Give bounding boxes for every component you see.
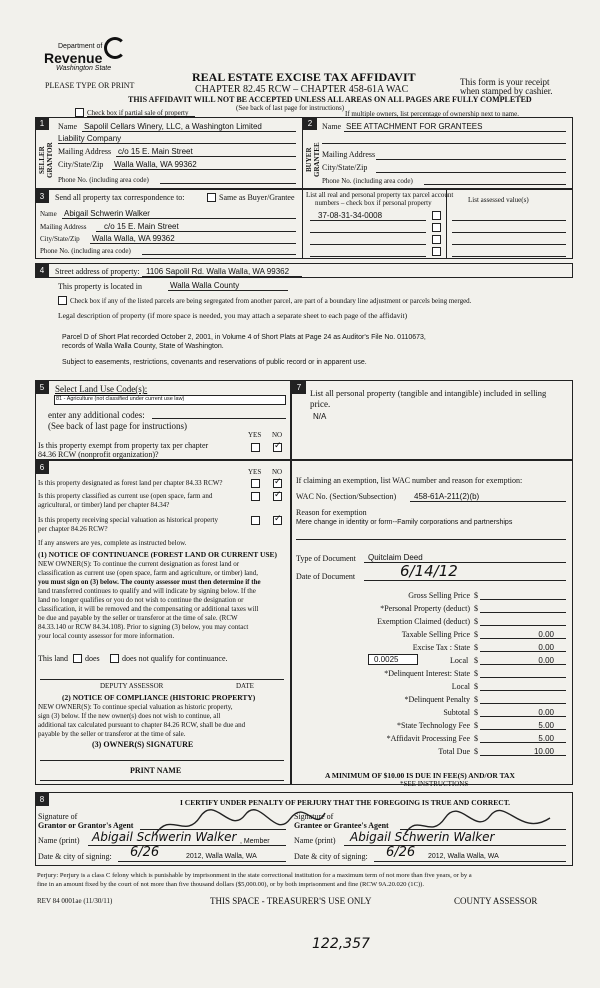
grantor-signature-scribble bbox=[150, 805, 330, 845]
treasurer-note: THIS SPACE - TREASURER'S USE ONLY bbox=[210, 896, 372, 906]
buyer-mailing-label: Mailing Address bbox=[322, 150, 376, 159]
section6-q3b: per chapter 84.26 RCW? bbox=[38, 525, 108, 533]
exemption-claimed-label: Exemption Claimed (deduct) bbox=[377, 617, 470, 626]
minimum-note-2: *SEE INSTRUCTIONS bbox=[400, 780, 469, 788]
receipt-note2: when stamped by cashier. bbox=[460, 86, 553, 96]
seller-phone-label: Phone No. (including area code) bbox=[58, 176, 149, 184]
buyer-side-label: BUYER GRANTEE bbox=[305, 142, 321, 178]
notice2-line4: payable by the seller or transferor at the time of sale. bbox=[38, 730, 186, 738]
grantor-date[interactable]: 6/26 bbox=[130, 845, 160, 860]
delinq-state-label: *Delinquent Interest: State bbox=[384, 669, 470, 678]
form-see-back: (See back of last page for instructions) bbox=[236, 104, 345, 112]
exemption-claimed-dollar: $ bbox=[474, 617, 478, 626]
parcel-1-personal-checkbox[interactable] bbox=[432, 211, 441, 220]
section6-q2b: agricultural, or timber) land per chapter 84.34? bbox=[38, 501, 170, 509]
grantee-signature-scribble bbox=[400, 806, 560, 846]
tech-fee-dollar: $ bbox=[474, 721, 478, 730]
notice1-line5: land no longer qualifies or you do not wish to continue the designation or bbox=[38, 596, 244, 604]
does-not-checkbox[interactable] bbox=[110, 654, 119, 663]
correspondence-mailing-label: Mailing Address bbox=[40, 223, 87, 231]
rev-number: REV 84 0001ae (11/30/11) bbox=[37, 897, 113, 905]
legal-line-3: Subject to easements, restrictions, covenants and reservations of public record or in apparent use. bbox=[62, 359, 367, 366]
grantee-date-label: Date & city of signing: bbox=[294, 852, 368, 861]
section-3-badge: 3 bbox=[35, 190, 49, 203]
section6-q3a: Is this property receiving special valuation as historical property bbox=[38, 516, 219, 524]
notice1-line3: you must sign on (3) below. The county assessor must then determine if the bbox=[38, 578, 261, 586]
legal-line-2: records of Walla Walla County, State of Washington. bbox=[62, 343, 224, 350]
perjury-line-1: Perjury: Perjury is a class C felony which is punishable by imprisonment in the state correctional institution for a maximum term of not more than five years, or by a bbox=[37, 872, 472, 879]
section6-no: NO bbox=[272, 468, 283, 476]
receipt-note1: This form is your receipt bbox=[460, 77, 550, 87]
gross-label: Gross Selling Price bbox=[408, 591, 470, 600]
parcel-1[interactable]: 37-08-31-34-0008 bbox=[318, 211, 383, 220]
land-use-see-back: (See back of last page for instructions) bbox=[48, 421, 187, 431]
notice1-line6: classification, it will be removed and the compensating or additional taxes will bbox=[38, 605, 259, 613]
doc-type-label: Type of Document bbox=[296, 554, 356, 563]
deputy-date-label: DATE bbox=[236, 682, 254, 690]
additional-codes-label: enter any additional codes: bbox=[48, 410, 145, 420]
exempt-yes-checkbox[interactable] bbox=[251, 443, 260, 452]
notice1-line1: NEW OWNER(S): To continue the current designation as forest land or bbox=[38, 560, 240, 568]
notice1-line4: land transferred continues to qualify and will indicate by signing below. If the bbox=[38, 587, 256, 595]
dept-line3: Washington State bbox=[56, 65, 112, 72]
seller-name-2[interactable]: Liability Company bbox=[58, 134, 122, 143]
wac-number[interactable]: 458-61A-211(2)(b) bbox=[414, 492, 480, 501]
grantor-city: 2012, Walla Walla, WA bbox=[186, 853, 257, 860]
this-land-label: This land bbox=[38, 654, 68, 663]
taxable-value[interactable]: 0.00 bbox=[538, 630, 554, 639]
historic-yes-checkbox[interactable] bbox=[251, 516, 260, 525]
section7-value[interactable]: N/A bbox=[313, 412, 327, 421]
section6-yes: YES bbox=[248, 468, 262, 476]
street-address[interactable]: 1106 Sapolil Rd. Walla Walla, WA 99362 bbox=[146, 267, 290, 276]
section-1-badge: 1 bbox=[35, 117, 49, 130]
current-use-no-checkbox[interactable] bbox=[273, 492, 282, 501]
street-label: Street address of property: bbox=[55, 267, 140, 276]
exemption-label: If claiming an exemption, list WAC number and reason for exemption: bbox=[296, 476, 523, 485]
grantor-sig-label-2: Grantor or Grantor's Agent bbox=[38, 821, 134, 830]
doc-date-label: Date of Document bbox=[296, 572, 356, 581]
delinq-local-dollar: $ bbox=[474, 682, 478, 691]
historic-no-checkbox[interactable] bbox=[273, 516, 282, 525]
certify-text: I CERTIFY UNDER PENALTY OF PERJURY THAT THE FOREGOING IS TRUE AND CORRECT. bbox=[180, 798, 511, 807]
assessed-header: List assessed value(s) bbox=[468, 196, 529, 204]
forest-no-checkbox[interactable] bbox=[273, 479, 282, 488]
legal-line-1: Parcel D of Short Plat recorded October 2, 2001, in Volume 4 of Short Plats at Page 24 as Auditor's File No. 0110673, bbox=[62, 334, 426, 341]
excise-state-label: Excise Tax : State bbox=[412, 643, 470, 652]
notice1-title: (1) NOTICE OF CONTINUANCE (FOREST LAND OR CURRENT USE) bbox=[38, 550, 278, 559]
tech-fee-value[interactable]: 5.00 bbox=[538, 721, 554, 730]
doc-date[interactable]: 6/14/12 bbox=[400, 562, 458, 580]
notice1-line2: classification as current use (open space, farm and agriculture, or timber) land, bbox=[38, 569, 259, 577]
owner-signature-label: (3) OWNER(S) SIGNATURE bbox=[92, 740, 194, 749]
does-not-label: does not qualify for continuance. bbox=[122, 654, 228, 663]
wac-label: WAC No. (Section/Subsection) bbox=[296, 492, 397, 501]
total-due-label: Total Due bbox=[438, 747, 470, 756]
correspondence-name[interactable]: Abigail Schwerin Walker bbox=[64, 209, 150, 218]
exempt-q1: Is this property exempt from property tax per chapter bbox=[38, 441, 209, 450]
grantor-member: , Member bbox=[240, 838, 270, 845]
grantee-name-label: Name (print) bbox=[294, 836, 336, 845]
delinq-penalty-dollar: $ bbox=[474, 695, 478, 704]
section6-if-yes: If any answers are yes, complete as instructed below. bbox=[38, 539, 187, 547]
notice1-line7: be due and payable by the seller or transferor at the time of sale. (RCW bbox=[38, 614, 238, 622]
forest-yes-checkbox[interactable] bbox=[251, 479, 260, 488]
delinq-state-dollar: $ bbox=[474, 669, 478, 678]
grantee-sig-label-1: Signature of bbox=[294, 812, 334, 821]
buyer-phone-label: Phone No. (including area code) bbox=[322, 177, 413, 185]
dept-line2: Revenue bbox=[44, 50, 103, 66]
grantor-name[interactable]: Abigail Schwerin Walker bbox=[92, 830, 237, 844]
seller-mailing[interactable]: c/o 15 E. Main Street bbox=[118, 147, 193, 156]
please-type: PLEASE TYPE OR PRINT bbox=[45, 81, 135, 90]
grantee-name[interactable]: Abigail Schwerin Walker bbox=[350, 830, 495, 844]
section-5-badge: 5 bbox=[35, 381, 49, 394]
taxable-dollar: $ bbox=[474, 630, 478, 639]
land-use-code: 81 - Agriculture (not classified under current use law) bbox=[56, 396, 185, 402]
section7-line1: List all personal property (tangible and intangible) included in selling bbox=[310, 388, 547, 398]
grantor-date-label: Date & city of signing: bbox=[38, 852, 112, 861]
notice2-line1: NEW OWNER(S): To continue special valuation as historic property, bbox=[38, 703, 233, 711]
land-use-yes: YES bbox=[248, 431, 262, 439]
exempt-q2: 84.36 RCW (nonprofit organization)? bbox=[38, 450, 159, 459]
deputy-assessor-label: DEPUTY ASSESSOR bbox=[100, 682, 164, 690]
subtotal-value[interactable]: 0.00 bbox=[538, 708, 554, 717]
land-use-label: Select Land Use Code(s): bbox=[55, 384, 148, 394]
doc-type[interactable]: Quitclaim Deed bbox=[368, 553, 423, 562]
section-4-badge: 4 bbox=[35, 264, 49, 277]
total-due-value[interactable]: 10.00 bbox=[533, 747, 554, 756]
taxable-label: Taxable Selling Price bbox=[401, 630, 470, 639]
form-chapter: CHAPTER 82.45 RCW – CHAPTER 458-61A WAC bbox=[195, 84, 409, 95]
parcels-header-1: List all real and personal property tax parcel account bbox=[306, 191, 454, 199]
seller-city[interactable]: Walla Walla, WA 99362 bbox=[114, 160, 197, 169]
correspondence-label: Send all property tax correspondence to: bbox=[55, 193, 185, 202]
parcel-3-personal-checkbox[interactable] bbox=[432, 235, 441, 244]
subtotal-dollar: $ bbox=[474, 708, 478, 717]
local-label: Local bbox=[450, 656, 469, 665]
same-as-buyer-label: Same as Buyer/Grantee bbox=[219, 193, 295, 202]
section-8-badge: 8 bbox=[35, 793, 49, 806]
personal-dollar: $ bbox=[474, 604, 478, 613]
seller-side-label: SELLER GRANTOR bbox=[38, 142, 54, 178]
section7-line2: price. bbox=[310, 399, 331, 409]
section6-q2a: Is this property classified as current use (open space, farm and bbox=[38, 492, 213, 500]
processing-fee-dollar: $ bbox=[474, 734, 478, 743]
buyer-name[interactable]: SEE ATTACHMENT FOR GRANTEES bbox=[346, 122, 483, 131]
notice2-line2: sign (3) below. If the new owner(s) does not wish to continue, all bbox=[38, 712, 221, 720]
grantee-date[interactable]: 6/26 bbox=[386, 845, 416, 860]
seller-name-label: Name bbox=[58, 122, 78, 131]
section-7-badge: 7 bbox=[292, 381, 306, 394]
section-2-badge: 2 bbox=[303, 117, 317, 130]
dor-logo-icon bbox=[104, 37, 126, 59]
excise-state-value[interactable]: 0.00 bbox=[538, 643, 554, 652]
buyer-name-label: Name bbox=[322, 122, 342, 131]
tech-fee-label: *State Technology Fee bbox=[396, 721, 470, 730]
delinq-penalty-label: *Delinquent Penalty bbox=[404, 695, 470, 704]
local-dollar: $ bbox=[474, 656, 478, 665]
reason-label: Reason for exemption bbox=[296, 508, 367, 517]
local-rate: 0.0025 bbox=[374, 655, 399, 664]
does-checkbox[interactable] bbox=[73, 654, 82, 663]
parcel-2-personal-checkbox[interactable] bbox=[432, 223, 441, 232]
parcel-4-personal-checkbox[interactable] bbox=[432, 247, 441, 256]
perjury-line-2: fine in an amount fixed by the court of not more than five thousand dollars ($5,000.00), or by both imprisonment and fine (RCW 9A.20.020 (1C)). bbox=[37, 881, 425, 888]
processing-fee-label: *Affidavit Processing Fee bbox=[386, 734, 470, 743]
same-as-buyer-checkbox[interactable] bbox=[207, 193, 216, 202]
minimum-note-1: A MINIMUM OF $10.00 IS DUE IN FEE(S) AND/OR TAX bbox=[325, 771, 515, 780]
seller-city-label: City/State/Zip bbox=[58, 160, 104, 169]
local-value[interactable]: 0.00 bbox=[538, 656, 554, 665]
correspondence-city-label: City/State/Zip bbox=[40, 235, 80, 243]
grantor-sig-label-1: Signature of bbox=[38, 812, 78, 821]
exempt-no-checkbox[interactable] bbox=[273, 443, 282, 452]
correspondence-phone-label: Phone No. (including area code) bbox=[40, 247, 131, 255]
correspondence-city[interactable]: Walla Walla, WA 99362 bbox=[92, 234, 175, 243]
parcels-header-2: numbers – check box if personal property bbox=[315, 199, 432, 207]
form-warning: THIS AFFIDAVIT WILL NOT BE ACCEPTED UNLESS ALL AREAS ON ALL PAGES ARE FULLY COMPLETED bbox=[128, 95, 532, 104]
located-county[interactable]: Walla Walla County bbox=[170, 281, 240, 290]
dept-line1: Department of bbox=[58, 43, 103, 50]
total-due-dollar: $ bbox=[474, 747, 478, 756]
does-label: does bbox=[85, 654, 100, 663]
personal-label: *Personal Property (deduct) bbox=[380, 604, 470, 613]
gross-dollar: $ bbox=[474, 591, 478, 600]
delinq-local-label: Local bbox=[451, 682, 470, 691]
county-assessor: COUNTY ASSESSOR bbox=[454, 896, 538, 906]
notice2-title: (2) NOTICE OF COMPLIANCE (HISTORIC PROPERTY) bbox=[62, 693, 256, 702]
current-use-yes-checkbox[interactable] bbox=[251, 492, 260, 501]
processing-fee-value[interactable]: 5.00 bbox=[538, 734, 554, 743]
buyer-city-label: City/State/Zip bbox=[322, 163, 368, 172]
grantee-city: 2012, Walla Walla, WA bbox=[428, 853, 499, 860]
segregated-label: Check box if any of the listed parcels are being segregated from another parcel, are part of a boundary line adjustment or parcels being merged. bbox=[70, 297, 472, 305]
grantor-name-label: Name (print) bbox=[38, 836, 80, 845]
excise-state-dollar: $ bbox=[474, 643, 478, 652]
handwritten-number: 122,357 bbox=[312, 936, 370, 952]
correspondence-mailing[interactable]: c/o 15 E. Main Street bbox=[104, 222, 179, 231]
grantee-sig-label-2: Grantee or Grantee's Agent bbox=[294, 821, 389, 830]
notice1-line8: 84.33.140 or RCW 84.34.108). Prior to signing (3) below, you may contact bbox=[38, 623, 249, 631]
partial-sale-label: Check box if partial sale of property bbox=[87, 109, 189, 117]
legal-label: Legal description of property (if more space is needed, you may attach a separate sheet to each page of the affidavit) bbox=[58, 311, 408, 320]
notice2-line3: additional tax calculated pursuant to chapter 84.26 RCW, shall be due and bbox=[38, 721, 246, 729]
form-title: REAL ESTATE EXCISE TAX AFFIDAVIT bbox=[192, 70, 416, 84]
reason-value[interactable]: Mere change in identity or form--Family corporations and partnerships bbox=[296, 519, 513, 526]
section-6-badge: 6 bbox=[35, 461, 49, 474]
seller-mailing-label: Mailing Address bbox=[58, 147, 112, 156]
located-label: This property is located in bbox=[58, 282, 142, 291]
segregated-checkbox[interactable] bbox=[58, 296, 67, 305]
partial-sale-checkbox[interactable] bbox=[75, 108, 84, 117]
land-use-no: NO bbox=[272, 431, 283, 439]
print-name-label: PRINT NAME bbox=[130, 766, 182, 775]
correspondence-name-label: Name bbox=[40, 210, 57, 218]
section6-q1: Is this property designated as forest land per chapter 84.33 RCW? bbox=[38, 479, 223, 487]
notice1-line9: your local county assessor for more information. bbox=[38, 632, 175, 640]
multiple-owners-note: If multiple owners, list percentage of ownership next to name. bbox=[345, 110, 519, 118]
seller-name[interactable]: Sapolil Cellars Winery, LLC, a Washington Limited bbox=[84, 122, 262, 131]
subtotal-label: Subtotal bbox=[443, 708, 470, 717]
